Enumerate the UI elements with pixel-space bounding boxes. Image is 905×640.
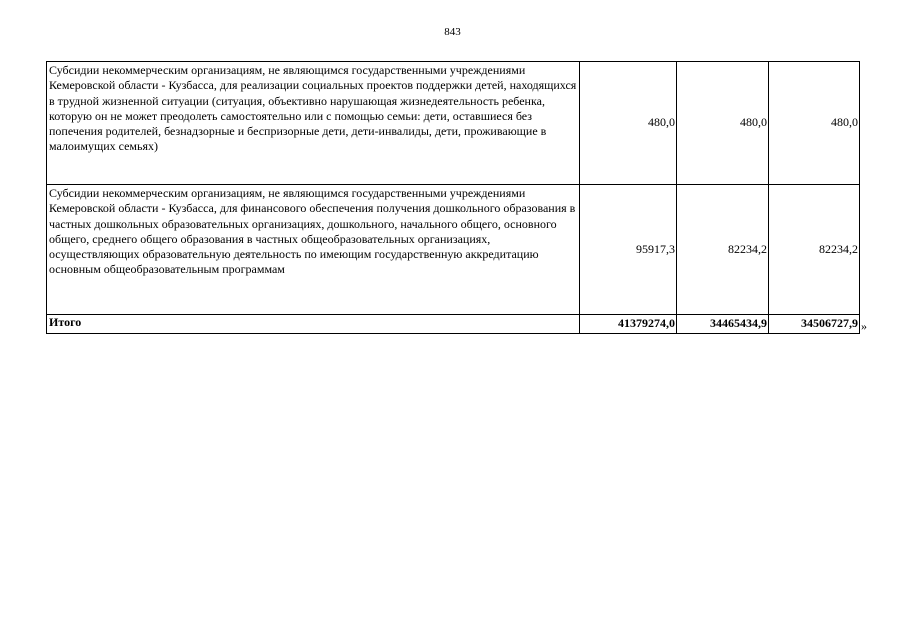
table-row [47,62,860,185]
total-row [47,315,860,334]
closing-quote: » [861,319,867,333]
row-description: Субсидии некоммерческим организациям, не являющимся государственными учреждениями Кемеровской области - Кузбасса, для финансового обеспечения получения дошкольного образования в частных дошкольных образовательных организациях, дошкольного, начального общего, основного общего, среднего общего образования в частных общеобразовательных организациях, осуществляющих образовательную деятельность по имеющим государственную аккредитацию основным общеобразовательным программам [47,185,580,315]
value-cell: 95917,3 [580,185,677,315]
total-value-cell: 41379274,0 [580,315,677,334]
total-label: Итого [47,315,580,334]
value-cell: 82234,2 [677,185,769,315]
value-cell: 480,0 [677,62,769,185]
total-value-cell: 34506727,9 [769,315,860,334]
table-row [47,185,860,315]
value-cell: 480,0 [580,62,677,185]
total-value-cell: 34465434,9 [677,315,769,334]
page-number: 843 [444,26,461,38]
value-cell: 480,0 [769,62,860,185]
row-description: Субсидии некоммерческим организациям, не являющимся государственными учреждениями Кемеровской области - Кузбасса, для реализации социальных проектов поддержки детей, находящихся в трудной жизненной ситуации (ситуация, объективно нарушающая жизнедеятельность ребенка, которую он не может преодолеть самостоятельно или с помощью семьи: дети, оставшиеся без попечения родителей, безнадзорные и беспризорные дети, дети-инвалиды, дети, проживающие в малоимущих семьях) [47,62,580,185]
subsidies-table [46,61,860,334]
value-cell: 82234,2 [769,185,860,315]
